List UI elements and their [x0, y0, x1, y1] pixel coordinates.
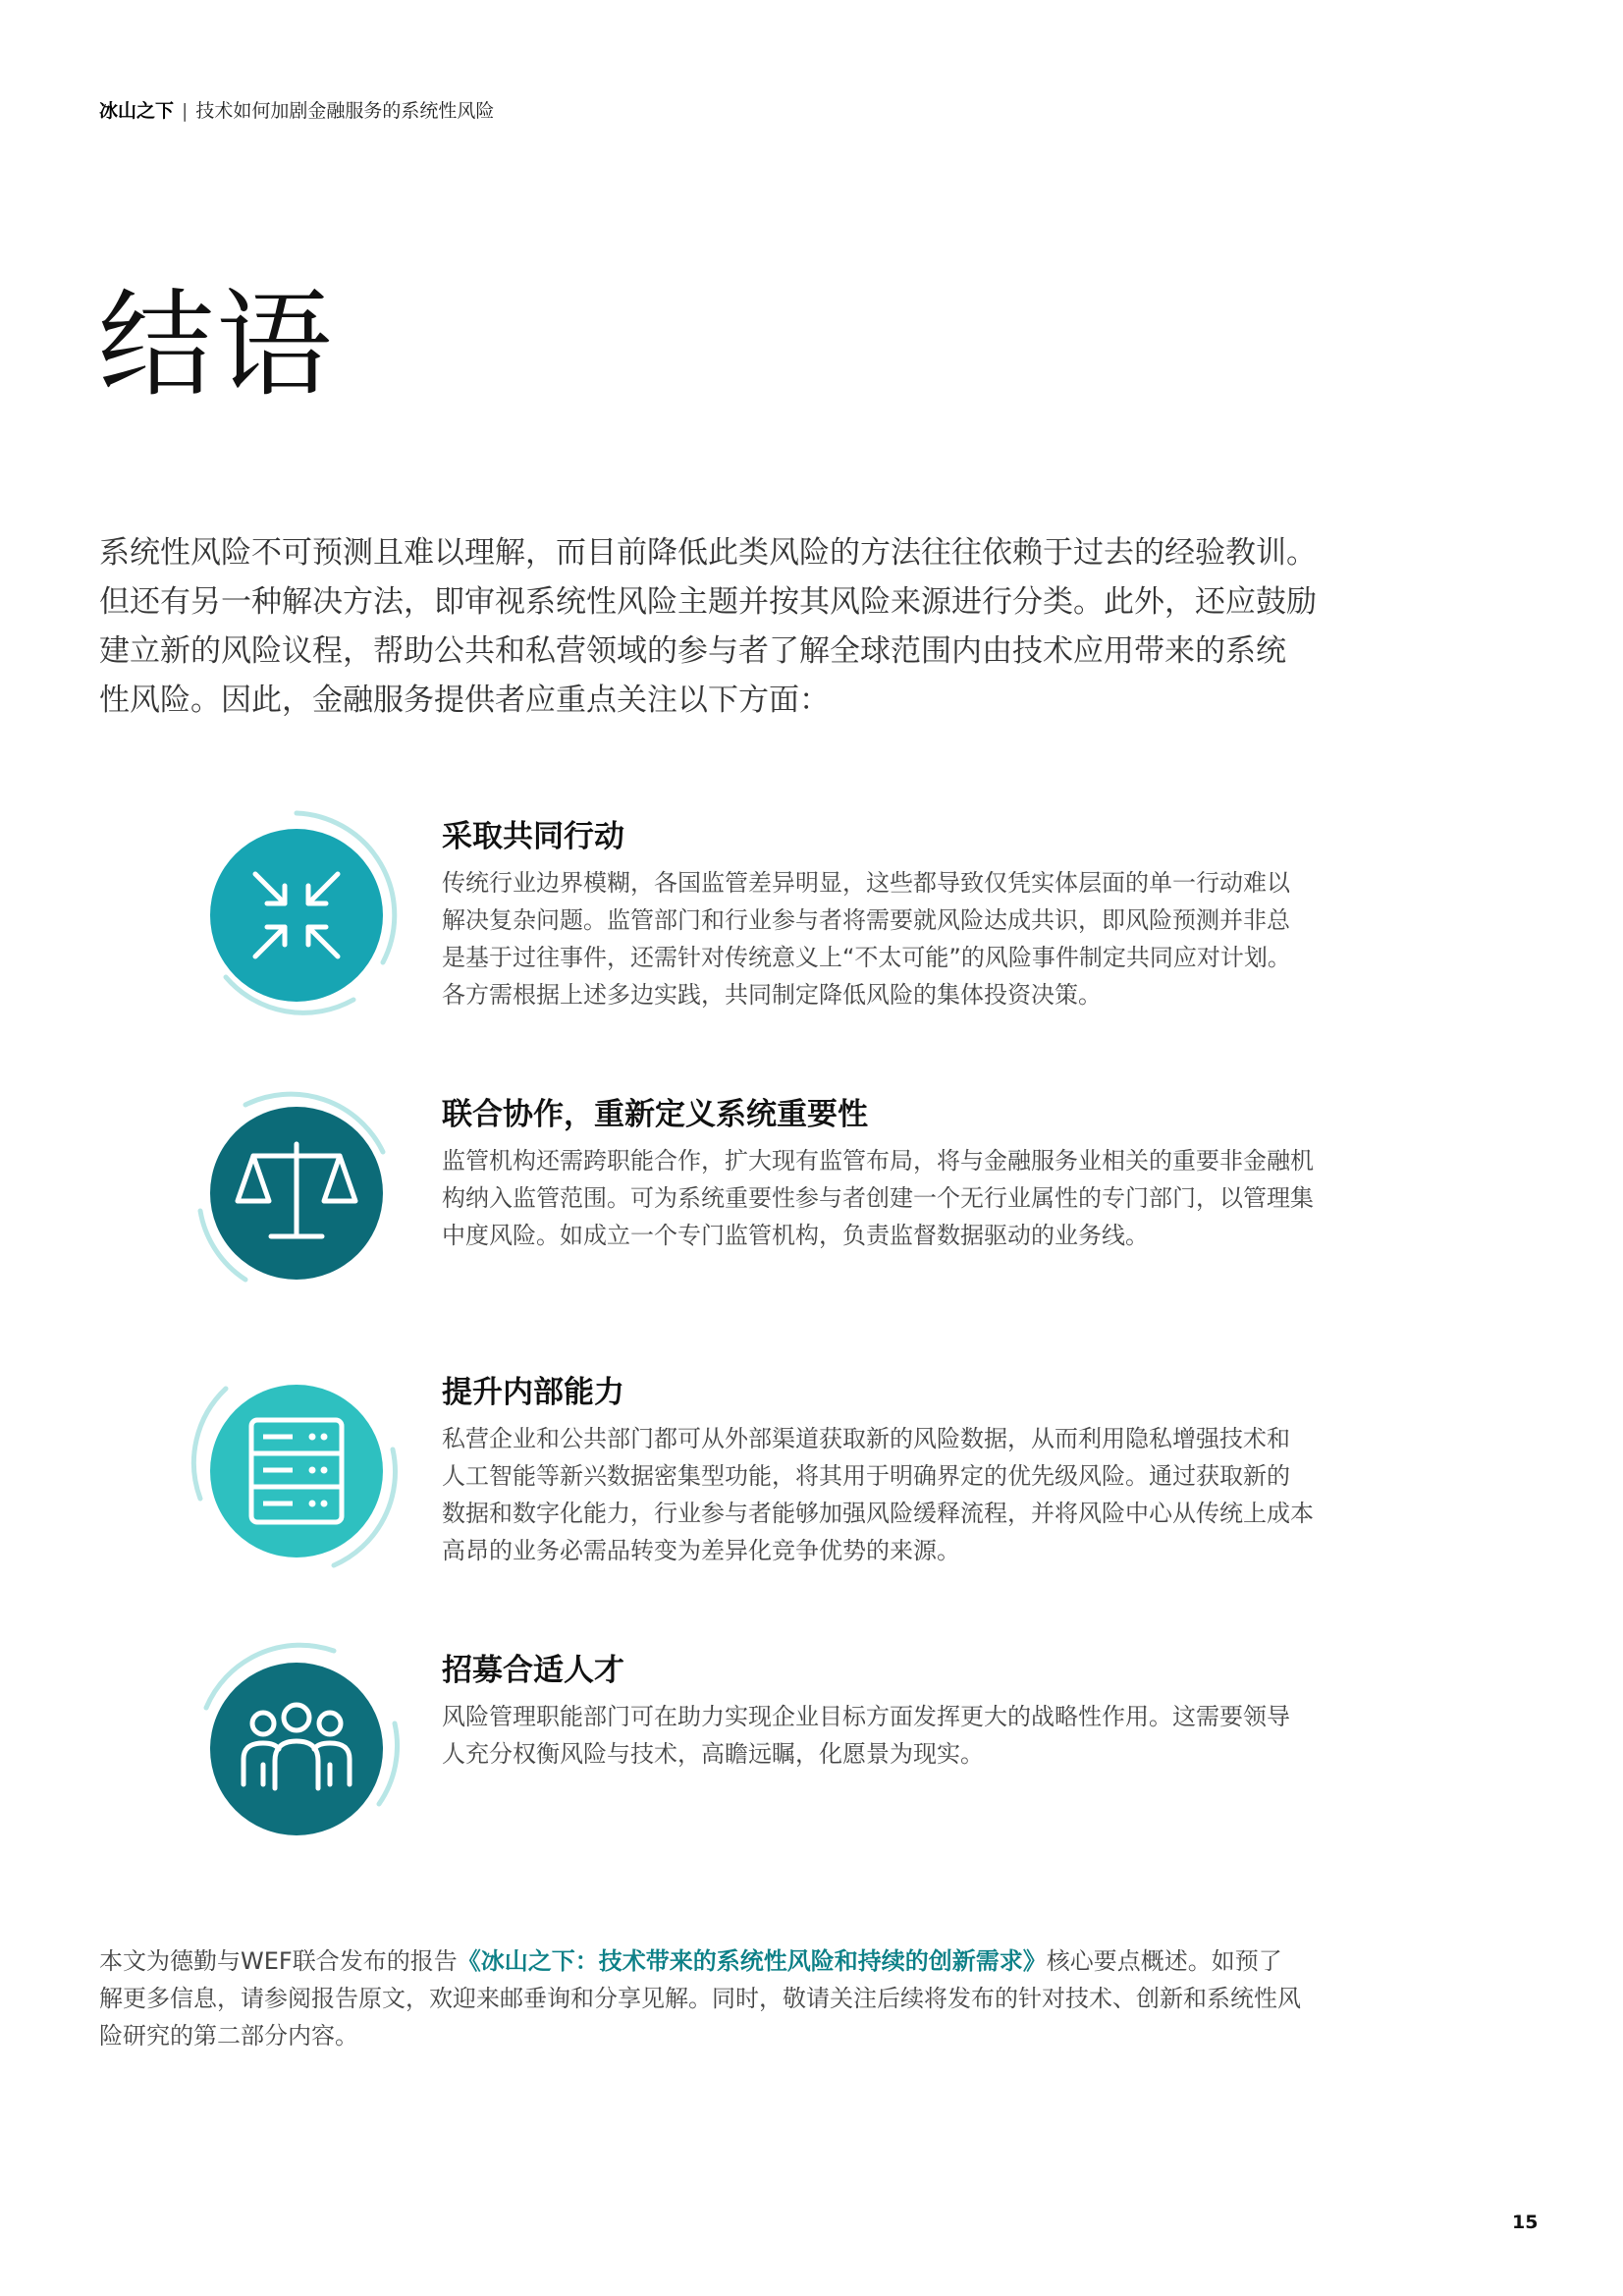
- header-separator: |: [182, 100, 189, 122]
- header-subtitle: 技术如何加剧金融服务的系统性风险: [195, 100, 495, 122]
- people-group-icon: [187, 1639, 406, 1859]
- server-icon: [187, 1361, 406, 1581]
- collaboration-badge: [187, 1083, 406, 1303]
- footer-line: 解更多信息，请参阅报告原文，欢迎来邮垂询和分享见解。同时，敬请关注后续将发布的针对技术、创新和系统性风: [99, 1985, 1301, 2012]
- item-line: 监管机构还需跨职能合作，扩大现有监管布局，将与金融服务业相关的重要非金融机: [442, 1147, 1314, 1175]
- footer-note: [99, 1942, 1376, 2054]
- page-number: 15: [1512, 2212, 1539, 2233]
- item-body: [442, 1420, 1384, 1569]
- item-line: 风险管理职能部门可在助力实现企业目标方面发挥更大的战略性作用。这需要领导: [442, 1703, 1290, 1730]
- joint-action-badge: [187, 805, 406, 1025]
- item-title: 联合协作，重新定义系统重要性: [442, 1097, 868, 1132]
- intro-line: 性风险。因此，金融服务提供者应重点关注以下方面：: [99, 683, 830, 718]
- item-title: 提升内部能力: [442, 1375, 624, 1410]
- item-line: 中度风险。如成立一个专门监管机构，负责监督数据驱动的业务线。: [442, 1222, 1149, 1249]
- report-title-link[interactable]: 《冰山之下：技术带来的系统性风险和持续的创新需求》: [457, 1947, 1047, 1975]
- intro-line: 建立新的风险议程，帮助公共和私营领域的参与者了解全球范围内由技术应用带来的系统: [99, 633, 1286, 669]
- item-body: [442, 1698, 1384, 1773]
- intro-line: 系统性风险不可预测且难以理解，而目前降低此类风险的方法往往依赖于过去的经验教训。: [99, 535, 1317, 571]
- item-line: 高昂的业务必需品转变为差异化竞争优势的来源。: [442, 1537, 960, 1564]
- internal-capability-badge: [187, 1361, 406, 1581]
- item-line: 人充分权衡风险与技术，高瞻远瞩，化愿景为现实。: [442, 1740, 984, 1768]
- item-line: 数据和数字化能力，行业参与者能够加强风险缓释流程，并将风险中心从传统上成本: [442, 1500, 1314, 1527]
- item-line: 人工智能等新兴数据密集型功能，将其用于明确界定的优先级风险。通过获取新的: [442, 1462, 1290, 1490]
- item-body: [442, 864, 1384, 1013]
- talent-badge: [187, 1639, 406, 1859]
- item-line: 构纳入监管范围。可为系统重要性参与者创建一个无行业属性的专门部门，以管理集: [442, 1184, 1314, 1212]
- footer-line: [99, 1942, 1376, 1980]
- intro-line: 但还有另一种解决方法，即审视系统性风险主题并按其风险来源进行分类。此外，还应鼓励: [99, 584, 1317, 620]
- item-body: [442, 1142, 1384, 1254]
- item-title: 招募合适人才: [442, 1653, 624, 1688]
- balance-scale-icon: [187, 1083, 406, 1303]
- intro-paragraph: [99, 528, 1366, 725]
- arrows-converge-icon: [187, 805, 406, 1025]
- running-header: [99, 96, 494, 123]
- item-line: 是基于过往事件，还需针对传统意义上“不太可能”的风险事件制定共同应对计划。: [442, 944, 1291, 971]
- item-title: 采取共同行动: [442, 819, 624, 854]
- item-line: 各方需根据上述多边实践，共同制定降低风险的集体投资决策。: [442, 981, 1102, 1009]
- footer-text: 核心要点概述。如预了: [1046, 1947, 1282, 1975]
- footer-text: 本文为德勤与WEF联合发布的报告: [99, 1947, 458, 1975]
- item-line: 传统行业边界模糊，各国监管差异明显，这些都导致仅凭实体层面的单一行动难以: [442, 869, 1290, 897]
- item-line: 私营企业和公共部门都可从外部渠道获取新的风险数据，从而利用隐私增强技术和: [442, 1425, 1290, 1452]
- footer-line: 险研究的第二部分内容。: [99, 2022, 358, 2050]
- item-line: 解决复杂问题。监管部门和行业参与者将需要就风险达成共识，即风险预测并非总: [442, 906, 1290, 934]
- header-title: 冰山之下: [99, 100, 175, 122]
- page-title: 结语: [98, 277, 335, 412]
